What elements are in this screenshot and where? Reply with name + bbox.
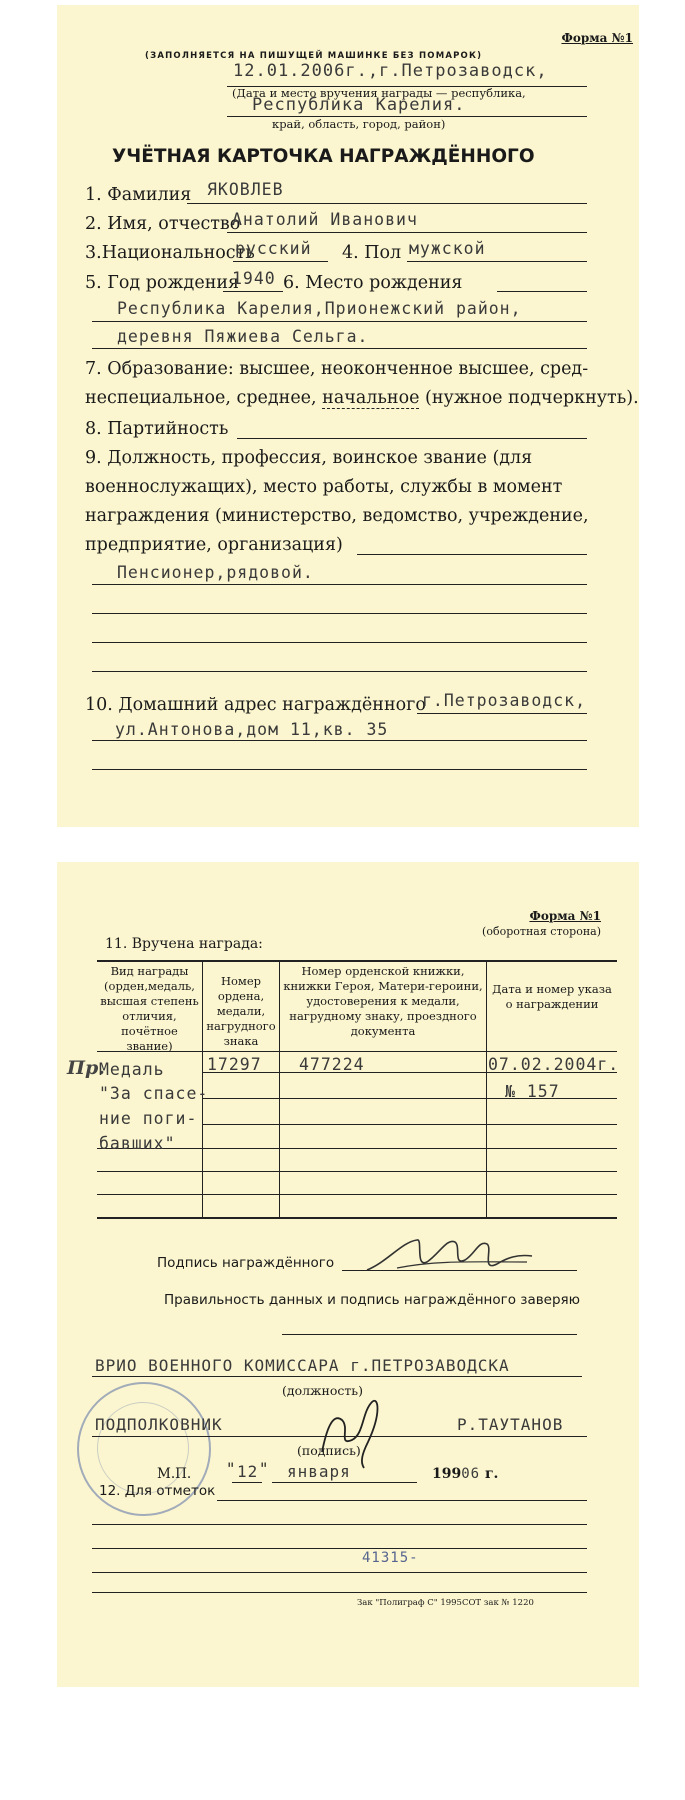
award-line-2: "За спасе- — [99, 1084, 209, 1103]
signature-caption: (подпись) — [297, 1443, 361, 1458]
official-position: ВРИО ВОЕННОГО КОМИССАРА г.ПЕТРОЗАВОДСКА — [95, 1356, 510, 1375]
nationality-value: русский — [235, 239, 312, 258]
medal-number: 17297 — [207, 1055, 262, 1074]
decree-number: № 157 — [505, 1082, 560, 1101]
award-line-4: бавших" — [99, 1134, 176, 1153]
sex-value: мужской — [409, 239, 486, 258]
birth-place-label: 6. Место рождения — [283, 273, 463, 293]
address-city: г.Петрозаводск, — [422, 691, 587, 710]
address-street: ул.Антонова,дом 11,кв. 35 — [115, 720, 389, 739]
award-line-3: ние поги- — [99, 1109, 198, 1128]
back-side-note: (оборотная сторона) — [482, 925, 601, 938]
position-line-4: предприятие, организация) — [85, 535, 343, 555]
date-quote-close: " — [260, 1459, 268, 1478]
book-number: 477224 — [299, 1055, 365, 1074]
date-quote-open: " — [227, 1459, 235, 1478]
sex-label: 4. Пол — [342, 243, 402, 263]
card-title: УЧЁТНАЯ КАРТОЧКА НАГРАЖДЁННОГО — [112, 146, 535, 167]
award-place-date: 12.01.2006г.,г.Петрозаводск, — [233, 61, 548, 81]
back-form-number: Форма №1 — [529, 909, 601, 923]
seal-place-mp: М.П. — [157, 1466, 192, 1482]
form-number: Форма №1 — [561, 31, 633, 45]
printer-note: Зак "Полиграф С" 1995СОТ зак № 1220 — [357, 1598, 534, 1608]
surname-value: ЯКОВЛЕВ — [207, 180, 284, 199]
position-line-1: 9. Должность, профессия, воинское звание (для — [85, 448, 533, 468]
place-caption-2: край, область, город, район) — [272, 117, 446, 131]
birth-place-line-2: деревня Пяжиева Сельга. — [117, 327, 369, 346]
position-line-3: награждения (министерство, ведомство, учреждение, — [85, 506, 589, 526]
notes-label: 12. Для отметок — [99, 1483, 216, 1499]
column-decree: Дата и номер указа о награждении — [492, 982, 612, 1011]
official-name: Р.ТАУТАНОВ — [457, 1415, 564, 1434]
date-month: января — [287, 1462, 351, 1481]
stamp-number: 41315- — [362, 1550, 419, 1566]
position-value: Пенсионер,рядовой. — [117, 563, 314, 582]
education-selected: начальное — [322, 388, 420, 408]
birth-year-label: 5. Год рождения — [85, 273, 240, 293]
certify-label: Правильность данных и подпись награждённого заверяю — [164, 1292, 581, 1308]
address-label: 10. Домашний адрес награждённого — [85, 695, 426, 715]
typing-note: (ЗАПОЛНЯЕТСЯ НА ПИШУЩЕЙ МАШИНКЕ БЕЗ ПОМАРОК) — [145, 51, 483, 61]
date-day: 12 — [237, 1462, 259, 1481]
column-award-type: Вид награды (орден,медаль, высшая степень отличия, почётное звание) — [100, 964, 199, 1053]
recipient-signature-label: Подпись награждённого — [157, 1255, 335, 1271]
name-value: Анатолий Иванович — [232, 210, 418, 229]
column-book-number: Номер орденской книжки, книжки Героя, Матери-героини, удостоверения к медали, нагрудному знаку, проездного документа — [283, 964, 483, 1038]
card-back — [57, 862, 639, 1687]
name-label: 2. Имя, отчество — [85, 214, 241, 234]
card-front — [57, 5, 639, 827]
date-year: 19906 г. — [432, 1466, 499, 1482]
official-rank: ПОДПОЛКОВНИК — [95, 1415, 223, 1434]
recipient-signature — [357, 1232, 537, 1280]
position-line-2: военнослужащих), место работы, службы в момент — [85, 477, 563, 497]
party-label: 8. Партийность — [85, 419, 229, 439]
birth-place-line-1: Республика Карелия,Прионежский район, — [117, 299, 522, 318]
margin-mark: Пр. — [67, 1057, 105, 1079]
position-caption: (должность) — [282, 1383, 363, 1398]
place-caption: (Дата и место вручения награды — республика, — [232, 86, 526, 100]
surname-label: 1. Фамилия — [85, 185, 192, 205]
award-republic: Республика Карелия. — [252, 95, 466, 115]
nationality-label: 3.Национальность — [85, 243, 255, 263]
official-signature — [302, 1382, 392, 1472]
birth-year-value: 1940 — [232, 269, 276, 288]
decree-date: 07.02.2004г. — [488, 1055, 620, 1074]
education-line-2: неспециальное, среднее, начальное (нужное подчеркнуть). — [85, 388, 639, 408]
column-medal-number: Номер ордена, медали, нагрудного знака — [206, 974, 276, 1048]
education-line-1: 7. Образование: высшее, неоконченное высшее, сред- — [85, 359, 589, 379]
award-line-1: Медаль — [99, 1060, 165, 1079]
award-label: 11. Вручена награда: — [105, 936, 263, 952]
